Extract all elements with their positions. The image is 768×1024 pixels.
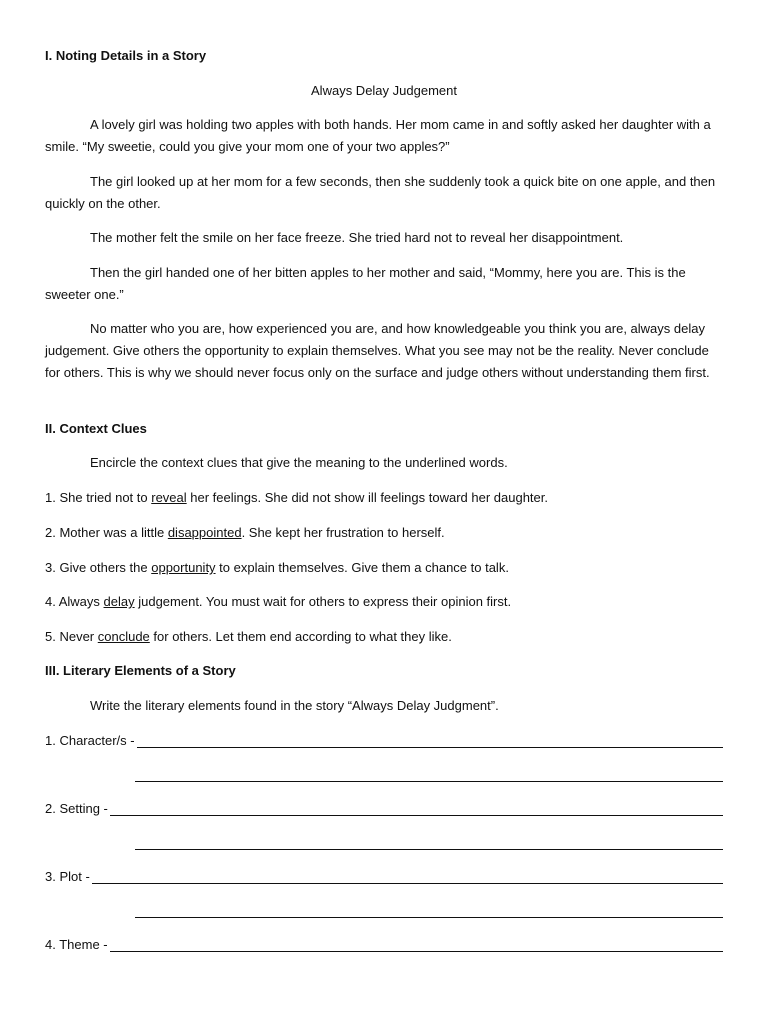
underlined-word: conclude bbox=[97, 629, 150, 644]
context-item-text: for others. Let them end according to what they like. bbox=[149, 629, 452, 644]
plot-label: 3. Plot - bbox=[45, 869, 90, 884]
setting-answer-line-2[interactable] bbox=[135, 848, 723, 850]
section2-heading: II. Context Clues bbox=[45, 421, 147, 436]
underlined-word: reveal bbox=[151, 490, 187, 505]
setting-answer-line[interactable] bbox=[110, 815, 723, 816]
plot-answer-line-2[interactable] bbox=[135, 916, 723, 918]
underlined-word: delay bbox=[103, 594, 135, 609]
story-paragraph-1: A lovely girl was holding two apples with both hands. Her mom came in and softly asked her daughter with a smile. “My sweetie, could you give your mom one of your two apples?” bbox=[45, 117, 711, 154]
section2-instruction: Encircle the context clues that give the meaning to the underlined words. bbox=[90, 455, 508, 470]
context-item-3 bbox=[45, 557, 723, 579]
story-title: Always Delay Judgement bbox=[311, 83, 457, 98]
context-item-text: 2. Mother was a little bbox=[45, 525, 168, 540]
underlined-word: opportunity bbox=[151, 560, 216, 575]
story-paragraph-2: The girl looked up at her mom for a few seconds, then she suddenly took a quick bite on one apple, and then quickly on the other. bbox=[45, 174, 716, 211]
story-paragraph-4: Then the girl handed one of her bitten apples to her mother and said, “Mommy, here you are. This is the sweeter one.” bbox=[45, 265, 686, 302]
context-item-text: 4. Always bbox=[45, 594, 104, 609]
character-field bbox=[45, 730, 723, 752]
context-item-5 bbox=[45, 626, 723, 648]
context-item-text: 5. Never bbox=[45, 629, 98, 644]
plot-answer-line[interactable] bbox=[92, 883, 723, 884]
underlined-word: disappointed bbox=[167, 525, 242, 540]
context-item-4 bbox=[45, 591, 723, 613]
section3-heading: III. Literary Elements of a Story bbox=[45, 663, 236, 678]
character-answer-line-2[interactable] bbox=[135, 780, 723, 782]
section1-heading: I. Noting Details in a Story bbox=[45, 48, 207, 63]
context-item-text: her feelings. She did not show ill feelings toward her daughter. bbox=[186, 490, 548, 505]
context-item-2 bbox=[45, 522, 723, 544]
theme-field bbox=[45, 934, 723, 956]
plot-field bbox=[45, 866, 723, 888]
context-item-text: judgement. You must wait for others to express their opinion first. bbox=[134, 594, 512, 609]
character-label: 1. Character/s - bbox=[45, 733, 135, 748]
character-answer-line[interactable] bbox=[137, 747, 723, 748]
section3-instruction: Write the literary elements found in the story “Always Delay Judgment”. bbox=[90, 698, 499, 713]
context-item-text: to explain themselves. Give them a chance to talk. bbox=[215, 560, 509, 575]
context-item-text: 1. She tried not to bbox=[45, 490, 152, 505]
theme-answer-line[interactable] bbox=[110, 951, 723, 952]
setting-label: 2. Setting - bbox=[45, 801, 108, 816]
context-item-text: . She kept her frustration to herself. bbox=[241, 525, 445, 540]
context-item-1 bbox=[45, 487, 723, 509]
context-item-text: 3. Give others the bbox=[45, 560, 152, 575]
story-paragraph-3: The mother felt the smile on her face freeze. She tried hard not to reveal her disappointment. bbox=[90, 230, 624, 245]
theme-label: 4. Theme - bbox=[45, 937, 108, 952]
story-paragraph-5: No matter who you are, how experienced you are, and how knowledgeable you think you are, always delay judgement. Give others the opportunity to explain themselves. What you see may not be the reality. Never conclude for others. This is why we should never focus only on the surface and judge others without understanding them first. bbox=[45, 321, 710, 380]
setting-field bbox=[45, 798, 723, 820]
